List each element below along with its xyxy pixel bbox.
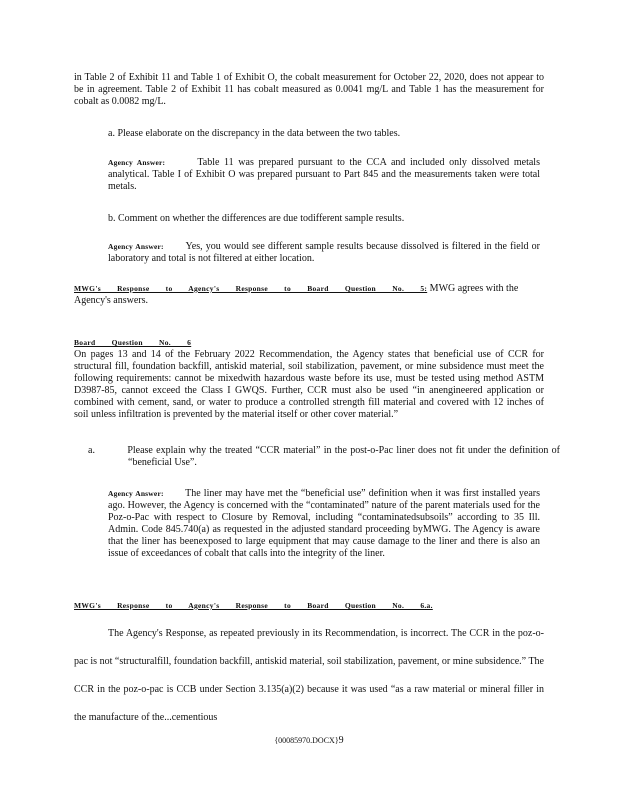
mwg-response-6a-heading bbox=[74, 600, 544, 612]
response-text: MWG agrees with the Agency's answers. bbox=[74, 283, 519, 306]
page-footer bbox=[0, 735, 618, 746]
page-number: 9 bbox=[338, 735, 344, 746]
question-b: b. Comment on whether the differences are due todifferent sample results. bbox=[108, 213, 405, 224]
board-question-6-heading bbox=[74, 337, 544, 349]
answer-label: Agency Answer: bbox=[108, 489, 164, 498]
answer-label: Agency Answer: bbox=[108, 158, 166, 167]
mwg-response-6a-text: The Agency's Response, as repeated previously in its Recommendation, is incorrect. The CCR in the poz-o-pac is not “structuralfill, foundation backfill, antiskid material, soil stabilization, pavement, or mine subsidence.” The CCR in the poz-o-pac is CCB under Section 3.135(a)(2) because it was used “as a raw material or mineral filler in the manufacture of the...cementious bbox=[74, 628, 544, 723]
answer-text: The liner may have met the “beneficial use” definition when it was first installed years ago. However, the Agency is concerned with the “contaminated” nature of the parent materials used for the Poz-o-Pac with respect to Closure by Removal, including “contaminatedsubsoils” according to 35 Ill. Admin. Code 845.740(a) as requested in the adjusted standard proceeding byMWG. The Agency is aware that the liner has beenexposed to large equipment that may cause damage to the liner and there is also an issue of exceedances of cobalt that calls into the integrity of the liner. bbox=[108, 488, 540, 559]
section-heading: MWG's Response to Agency's Response to Board Question No. 6.a. bbox=[74, 601, 433, 610]
section-heading: MWG's Response to Agency's Response to Board Question No. 5: bbox=[74, 284, 428, 293]
intro-paragraph: in Table 2 of Exhibit 11 and Table 1 of Exhibit O, the cobalt measurement for October 22, 2020, does not appear to be in agreement. Table 2 of Exhibit 11 has cobalt measured as 0.0041 mg/L and Table 1 has the measurement for cobalt as 0.0082 mg/L. bbox=[74, 72, 544, 107]
answer-label: Agency Answer: bbox=[108, 242, 164, 251]
answer-a bbox=[108, 157, 540, 193]
list-marker: a. bbox=[88, 445, 95, 456]
section-heading: Board Question No. 6 bbox=[74, 338, 192, 347]
answer-b bbox=[108, 241, 540, 265]
question-6a bbox=[88, 445, 560, 469]
mwg-response-5 bbox=[74, 283, 544, 307]
answer-text: Table 11 was prepared pursuant to the CCA and included only dissolved metals analytical. Table I of Exhibit O was prepared pursuant to Part 845 and the measurements taken were total metals. bbox=[108, 157, 540, 192]
question-a: a. Please elaborate on the discrepancy in the data between the two tables. bbox=[108, 128, 401, 139]
answer-text: Yes, you would see different sample results because dissolved is filtered in the field or laboratory and total is not filtered at either location. bbox=[108, 241, 540, 264]
board-question-6-text: On pages 13 and 14 of the February 2022 Recommendation, the Agency states that beneficial use of CCR for structural fill, foundation backfill, antiskid material, soil stabilization, pavement, or mine subsidence must meet the following requirements: cannot be mixedwith hazardous waste before its use, must be tested using method ASTM D3987-85, cannot exceed the Class I GWQS. Further, CCR must also be used “in anengineered application or combined with cement, sand, or water to produce a controlled strength fill material and covered with 12 inches of soil unless infiltration is prevented by the material itself or other cover material.” bbox=[74, 349, 544, 420]
answer-6 bbox=[108, 488, 540, 560]
document-id: {00085970.DOCX} bbox=[274, 736, 339, 745]
question-text: Please explain why the treated “CCR material” in the post-o-Pac liner does not fit under the definition of “beneficial Use”. bbox=[127, 445, 560, 468]
